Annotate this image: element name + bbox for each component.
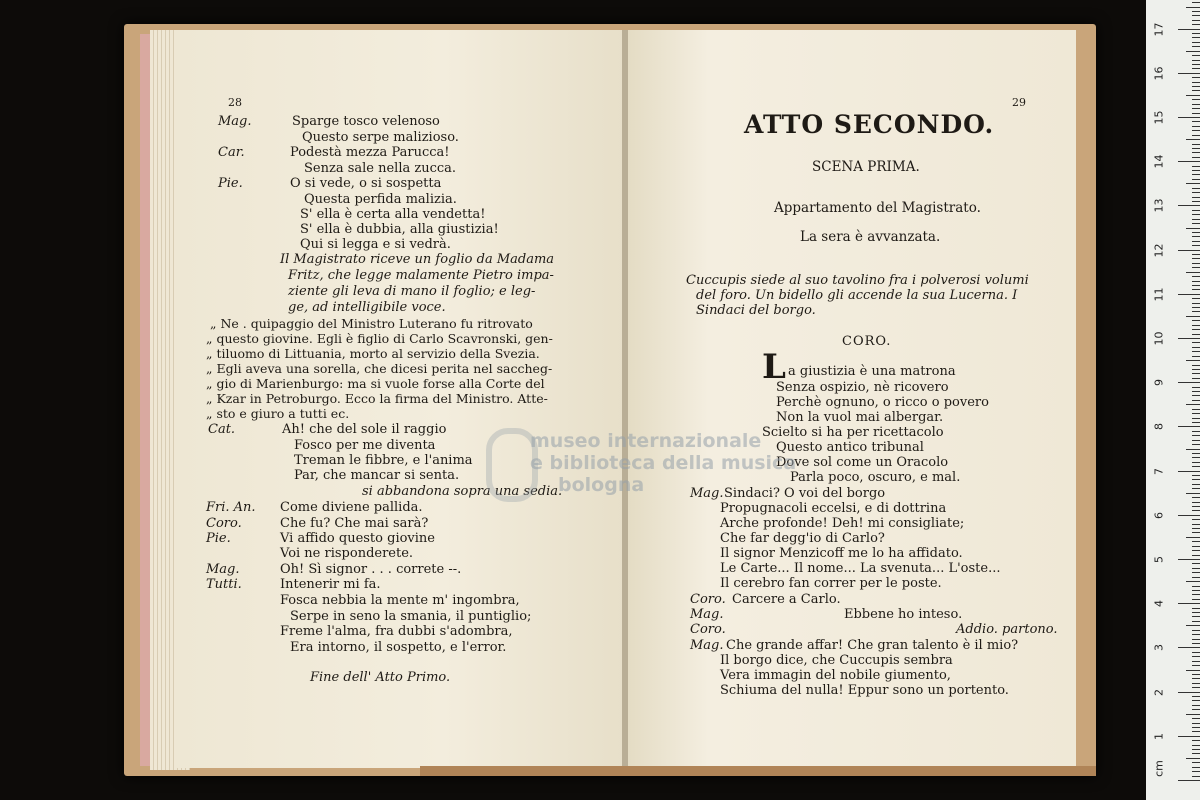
ruler-tick	[1192, 378, 1200, 379]
ruler-tick	[1192, 2, 1200, 3]
speaker: Coro.	[690, 592, 726, 607]
ruler-tick	[1192, 68, 1200, 69]
ruler-tick	[1192, 395, 1200, 396]
ruler-tick	[1192, 409, 1200, 410]
ruler-tick	[1192, 245, 1200, 246]
ruler-tick	[1192, 289, 1200, 290]
stage-direction: Sindaci del borgo.	[696, 303, 816, 318]
ruler-tick	[1186, 228, 1200, 229]
ruler-tick	[1186, 493, 1200, 494]
ruler-tick	[1178, 117, 1200, 118]
stage-direction: ziente gli leva di mano il foglio; e leg-	[288, 284, 536, 299]
ruler-tick	[1192, 639, 1200, 640]
speaker: Mag.	[690, 486, 724, 501]
scene-setting: Appartamento del Magistrato.	[774, 200, 981, 216]
chorus-line: Perchè ognuno, o ricco o povero	[776, 395, 989, 410]
ruler-tick	[1192, 753, 1200, 754]
ruler-tick	[1192, 121, 1200, 122]
ruler-tick	[1192, 519, 1200, 520]
right-page	[628, 30, 1076, 768]
ruler-tick	[1186, 316, 1200, 317]
ruler-tick	[1186, 272, 1200, 273]
ruler-tick	[1192, 232, 1200, 233]
ruler-tick	[1192, 258, 1200, 259]
ruler-tick	[1192, 740, 1200, 741]
ruler-tick	[1192, 776, 1200, 777]
dialogue-line: Che grande affar! Che gran talento è il mio?	[726, 638, 1019, 653]
ruler-tick	[1192, 612, 1200, 613]
ruler-tick	[1192, 347, 1200, 348]
letter-line: „ questo giovine. Egli è figlio di Carlo Scavronski, gen-	[206, 331, 553, 346]
ruler-tick	[1186, 139, 1200, 140]
verse-line: Fosca nebbia la mente m' ingombra,	[280, 593, 520, 608]
watermark-line: museo internazionale	[530, 430, 762, 452]
verse-line: Treman le fibbre, e l'anima	[294, 453, 473, 468]
ruler-number: 2	[1152, 688, 1166, 696]
chorus-line: Non la vuol mai albergar.	[776, 410, 944, 425]
ruler-tick	[1192, 444, 1200, 445]
verse-line: Vi affido questo giovine	[280, 531, 435, 546]
ruler-tick	[1186, 95, 1200, 96]
ruler-tick	[1192, 303, 1200, 304]
ruler-tick	[1192, 683, 1200, 684]
ruler-tick	[1186, 449, 1200, 450]
stage-direction: Cuccupis siede al suo tavolino fra i polverosi volumi	[686, 273, 1029, 288]
stage-direction: del foro. Un bidello gli accende la sua Lucerna. I	[696, 288, 1018, 303]
speaker: Mag.	[690, 638, 724, 653]
ruler-tick	[1192, 634, 1200, 635]
scene-time: La sera è avvanzata.	[800, 229, 941, 245]
stage-direction: ge, ad intelligibile voce.	[288, 300, 446, 315]
ruler-tick	[1192, 479, 1200, 480]
stage-direction: Il Magistrato riceve un foglio da Madama	[280, 252, 555, 267]
verse-line: Oh! Sì signor . . . correte --.	[280, 562, 462, 577]
ruler-tick	[1186, 670, 1200, 671]
ruler-tick	[1192, 126, 1200, 127]
ruler-tick	[1192, 166, 1200, 167]
ruler-tick	[1192, 188, 1200, 189]
verse-line: S' ella è dubbia, alla giustizia!	[300, 222, 499, 237]
ruler-tick	[1192, 453, 1200, 454]
speaker: Pie.	[206, 531, 231, 546]
ruler-tick	[1192, 241, 1200, 242]
speaker: Fri. An.	[206, 500, 256, 515]
ruler-tick	[1192, 329, 1200, 330]
ruler-tick	[1192, 387, 1200, 388]
ruler-tick	[1192, 325, 1200, 326]
ruler-tick	[1192, 532, 1200, 533]
ruler-tick	[1192, 466, 1200, 467]
ruler-tick	[1192, 705, 1200, 706]
ruler-tick	[1178, 647, 1200, 648]
ruler-tick	[1192, 267, 1200, 268]
ruler-tick	[1192, 37, 1200, 38]
ruler-tick	[1192, 435, 1200, 436]
ruler-tick	[1192, 400, 1200, 401]
ruler-tick	[1192, 108, 1200, 109]
ruler-tick	[1192, 762, 1200, 763]
ruler-tick	[1186, 404, 1200, 405]
ruler-tick	[1192, 643, 1200, 644]
speaker: Coro.	[690, 622, 726, 637]
speaker: Tutti.	[206, 577, 242, 592]
verse-line: Ah! che del sole il raggio	[282, 422, 447, 437]
ruler-tick	[1192, 77, 1200, 78]
ruler-tick	[1192, 674, 1200, 675]
ruler-tick	[1192, 99, 1200, 100]
ruler-tick	[1192, 351, 1200, 352]
ruler-tick	[1192, 488, 1200, 489]
ruler-number: 16	[1152, 66, 1166, 81]
ruler-tick	[1192, 46, 1200, 47]
watermark-line: bologna	[558, 474, 645, 496]
ruler-tick	[1192, 174, 1200, 175]
ruler-tick	[1192, 391, 1200, 392]
ruler-tick	[1192, 219, 1200, 220]
ruler-tick	[1178, 294, 1200, 295]
ruler-tick	[1192, 254, 1200, 255]
ruler-tick	[1192, 20, 1200, 21]
chorus-line: Scielto si ha per ricettacolo	[762, 425, 944, 440]
ruler-tick	[1192, 731, 1200, 732]
ruler-tick	[1192, 334, 1200, 335]
verse-line: O si vede, o si sospetta	[290, 176, 442, 191]
ruler-tick	[1192, 356, 1200, 357]
ruler-tick	[1192, 413, 1200, 414]
drop-cap: L	[762, 347, 786, 387]
ruler-tick	[1192, 135, 1200, 136]
ruler-tick	[1192, 457, 1200, 458]
ruler-number: 10	[1152, 331, 1166, 346]
ruler-tick	[1192, 700, 1200, 701]
verse-line: Era intorno, il sospetto, e l'error.	[290, 640, 507, 655]
ruler-tick	[1192, 15, 1200, 16]
ruler-tick	[1192, 484, 1200, 485]
ruler-tick	[1192, 90, 1200, 91]
ruler-tick	[1192, 130, 1200, 131]
verse-line: S' ella è certa alla vendetta!	[300, 207, 486, 222]
speaker: Car.	[218, 145, 245, 160]
ruler-tick	[1178, 338, 1200, 339]
ruler-tick	[1178, 736, 1200, 737]
ruler-tick	[1192, 550, 1200, 551]
ruler-tick	[1192, 678, 1200, 679]
ruler-tick	[1192, 281, 1200, 282]
ruler-number: 5	[1152, 556, 1166, 563]
verse-line: Qui si legga e si vedrà.	[300, 237, 451, 252]
page-number: 29	[1012, 96, 1026, 109]
verse-line: Sparge tosco velenoso	[292, 114, 440, 129]
verse-line: Questa perfida malizia.	[304, 192, 457, 207]
ruler-tick	[1192, 24, 1200, 25]
ruler-tick	[1192, 276, 1200, 277]
ruler-tick	[1192, 630, 1200, 631]
ruler-tick	[1192, 60, 1200, 61]
ruler-tick	[1192, 652, 1200, 653]
ruler-tick	[1192, 285, 1200, 286]
ruler-tick	[1192, 320, 1200, 321]
ruler-tick	[1192, 179, 1200, 180]
ruler-tick	[1192, 577, 1200, 578]
ruler-tick	[1192, 440, 1200, 441]
letter-line: „ Ne . quipaggio del Ministro Luterano fu ritrovato	[210, 316, 533, 331]
ruler-tick	[1192, 616, 1200, 617]
ruler-tick	[1192, 497, 1200, 498]
speaker: Mag.	[206, 562, 240, 577]
dialogue-line: Che far degg'io di Carlo?	[720, 531, 885, 546]
scene-heading: SCENA PRIMA.	[812, 159, 920, 175]
ruler-tick	[1192, 546, 1200, 547]
ruler-tick	[1192, 86, 1200, 87]
act-title: ATTO SECONDO.	[744, 110, 995, 139]
speaker: Pie.	[218, 176, 243, 191]
ruler-tick	[1192, 197, 1200, 198]
ruler-tick	[1192, 201, 1200, 202]
ruler-tick	[1178, 250, 1200, 251]
letter-line: „ Kzar in Petroburgo. Ecco la firma del Ministro. Atte-	[206, 391, 548, 406]
ruler-tick	[1192, 767, 1200, 768]
ruler-tick	[1192, 104, 1200, 105]
ruler-tick	[1178, 29, 1200, 30]
letter-line: „ tiluomo di Littuania, morto al servizio della Svezia.	[206, 346, 540, 361]
ruler-tick	[1192, 365, 1200, 366]
ruler-tick	[1186, 537, 1200, 538]
ruler-tick	[1192, 418, 1200, 419]
ruler-tick	[1186, 758, 1200, 759]
ruler-tick	[1178, 603, 1200, 604]
ruler-tick	[1192, 572, 1200, 573]
ruler-number: 7	[1152, 467, 1166, 475]
ruler-tick	[1192, 709, 1200, 710]
ruler-tick	[1192, 431, 1200, 432]
ruler-tick	[1192, 599, 1200, 600]
ruler-tick	[1192, 586, 1200, 587]
ruler-tick	[1186, 183, 1200, 184]
ruler-tick	[1192, 749, 1200, 750]
letter-line: „ Egli aveva una sorella, che dicesi perita nel saccheg-	[206, 361, 553, 376]
ruler-number: 1	[1152, 732, 1166, 740]
ruler-tick	[1192, 475, 1200, 476]
ruler-number: 3	[1152, 644, 1166, 652]
ruler-tick	[1192, 210, 1200, 211]
ruler-tick	[1192, 665, 1200, 666]
ruler-number: 17	[1152, 22, 1166, 37]
ruler-tick	[1192, 608, 1200, 609]
verse-line: Freme l'alma, fra dubbi s'adombra,	[280, 624, 513, 639]
ruler-tick	[1192, 696, 1200, 697]
speaker: Coro.	[206, 516, 242, 531]
ruler-number: 4	[1152, 600, 1166, 608]
act-ending: Fine dell' Atto Primo.	[310, 670, 451, 685]
ruler-tick	[1192, 524, 1200, 525]
dialogue-line: Ebbene ho inteso.	[844, 607, 963, 622]
ruler-tick	[1192, 55, 1200, 56]
watermark-line: e biblioteca della musica	[530, 452, 797, 474]
dialogue-line: Il signor Menzicoff me lo ha affidato.	[720, 546, 963, 561]
chorus-label: CORO.	[842, 334, 892, 349]
ruler-number: 6	[1152, 511, 1166, 519]
ruler-tick	[1192, 236, 1200, 237]
ruler-tick	[1186, 581, 1200, 582]
ruler-number: 14	[1152, 154, 1166, 169]
verse-line: Intenerir mi fa.	[280, 577, 381, 592]
ruler-tick	[1178, 382, 1200, 383]
ruler-tick	[1192, 661, 1200, 662]
ruler-tick	[1192, 223, 1200, 224]
ruler-tick	[1192, 506, 1200, 507]
ruler-tick	[1192, 113, 1200, 114]
letter-line: „ gio di Marienburgo: ma si vuole forse alla Corte del	[206, 376, 545, 391]
ruler-tick	[1186, 714, 1200, 715]
ruler-number: 15	[1152, 110, 1166, 125]
dialogue-line: Il cerebro fan correr per le poste.	[720, 576, 942, 591]
measuring-ruler	[1146, 0, 1200, 800]
ruler-tick	[1192, 298, 1200, 299]
ruler-tick	[1192, 771, 1200, 772]
ruler-tick	[1192, 33, 1200, 34]
ruler-tick	[1178, 426, 1200, 427]
stage-direction: Fritz, che legge malamente Pietro impa-	[288, 268, 554, 283]
ruler-tick	[1192, 192, 1200, 193]
verse-line: Che fu? Che mai sarà?	[280, 516, 429, 531]
chorus-line: Dove sol come un Oracolo	[776, 455, 949, 470]
ruler-tick	[1192, 214, 1200, 215]
ruler-tick	[1192, 42, 1200, 43]
speaker: Mag.	[690, 607, 724, 622]
ruler-tick	[1192, 148, 1200, 149]
chorus-line: a giustizia è una matrona	[788, 364, 956, 379]
ruler-tick	[1192, 82, 1200, 83]
ruler-tick	[1192, 528, 1200, 529]
verse-line: Podestà mezza Parucca!	[290, 145, 450, 160]
verse-line: Serpe in seno la smania, il puntiglio;	[290, 609, 532, 624]
ruler-tick	[1192, 656, 1200, 657]
dialogue-line: Carcere a Carlo.	[732, 592, 841, 607]
ruler-tick	[1186, 625, 1200, 626]
ruler-tick	[1192, 263, 1200, 264]
chorus-line: Questo antico tribunal	[776, 440, 924, 455]
ruler-tick	[1186, 51, 1200, 52]
ruler-tick	[1186, 360, 1200, 361]
dialogue-line: Arche profonde! Deh! mi consigliate;	[720, 516, 965, 531]
ruler-number: 13	[1152, 198, 1166, 213]
ruler-number: 9	[1152, 379, 1166, 387]
ruler-tick	[1178, 780, 1200, 781]
dialogue-line: Sindaci? O voi del borgo	[724, 486, 886, 501]
verse-line: Come diviene pallida.	[280, 500, 423, 515]
verse-line: Fosco per me diventa	[294, 438, 436, 453]
dialogue-line: Schiuma del nulla! Eppur sono un portento.	[720, 683, 1009, 698]
ruler-tick	[1192, 342, 1200, 343]
ruler-tick	[1192, 555, 1200, 556]
verse-line: Par, che mancar si senta.	[294, 468, 460, 483]
ruler-unit: cm	[1152, 760, 1166, 777]
ruler-tick	[1192, 563, 1200, 564]
speaker: Cat.	[208, 422, 236, 437]
ruler-tick	[1178, 161, 1200, 162]
ruler-tick	[1192, 373, 1200, 374]
ruler-tick	[1192, 590, 1200, 591]
ruler-tick	[1192, 157, 1200, 158]
ruler-tick	[1192, 144, 1200, 145]
ruler-tick	[1192, 462, 1200, 463]
dialogue-line: Propugnacoli eccelsi, e di dottrina	[720, 501, 947, 516]
dialogue-line: Il borgo dice, che Cuccupis sembra	[720, 653, 953, 668]
verse-line: Questo serpe malizioso.	[302, 130, 459, 145]
ruler-tick	[1192, 621, 1200, 622]
letter-line: „ sto e giuro a tutti ec.	[206, 406, 350, 421]
ruler-tick	[1192, 718, 1200, 719]
ruler-tick	[1178, 692, 1200, 693]
ruler-tick	[1192, 541, 1200, 542]
ruler-tick	[1192, 311, 1200, 312]
dialogue-line: Le Carte... Il nome... La svenuta... L'oste...	[720, 561, 1001, 576]
ruler-tick	[1192, 510, 1200, 511]
ruler-tick	[1192, 502, 1200, 503]
ruler-tick	[1192, 568, 1200, 569]
ruler-number: 11	[1152, 287, 1166, 302]
page-number: 28	[228, 96, 242, 109]
ruler-tick	[1192, 170, 1200, 171]
ruler-tick	[1192, 64, 1200, 65]
verse-line: Voi ne risponderete.	[280, 546, 414, 561]
verse-line: Senza sale nella zucca.	[304, 161, 457, 176]
ruler-tick	[1178, 515, 1200, 516]
dialogue-line: Vera immagin del nobile giumento,	[720, 668, 951, 683]
book-bottom-edge	[420, 766, 1096, 776]
ruler-number: 12	[1152, 243, 1166, 258]
ruler-tick	[1178, 73, 1200, 74]
stage-direction: si abbandona sopra una sedia.	[362, 484, 563, 499]
chorus-line: Senza ospizio, nè ricovero	[776, 380, 949, 395]
ruler-number: 8	[1152, 423, 1166, 431]
ruler-tick	[1192, 594, 1200, 595]
ruler-tick	[1178, 205, 1200, 206]
ruler-tick	[1192, 307, 1200, 308]
watermark	[530, 430, 796, 496]
ruler-tick	[1192, 745, 1200, 746]
ruler-tick	[1192, 369, 1200, 370]
ruler-tick	[1192, 723, 1200, 724]
left-page	[176, 30, 624, 768]
ruler-tick	[1178, 471, 1200, 472]
ruler-tick	[1192, 727, 1200, 728]
ruler-tick	[1192, 152, 1200, 153]
ruler-tick	[1192, 422, 1200, 423]
ruler-tick	[1178, 559, 1200, 560]
dialogue-line: Addio. partono.	[956, 622, 1058, 637]
ruler-tick	[1192, 11, 1200, 12]
chorus-line: Parla poco, oscuro, e mal.	[790, 470, 961, 485]
ruler-tick	[1186, 7, 1200, 8]
ruler-tick	[1192, 687, 1200, 688]
speaker: Mag.	[218, 114, 252, 129]
